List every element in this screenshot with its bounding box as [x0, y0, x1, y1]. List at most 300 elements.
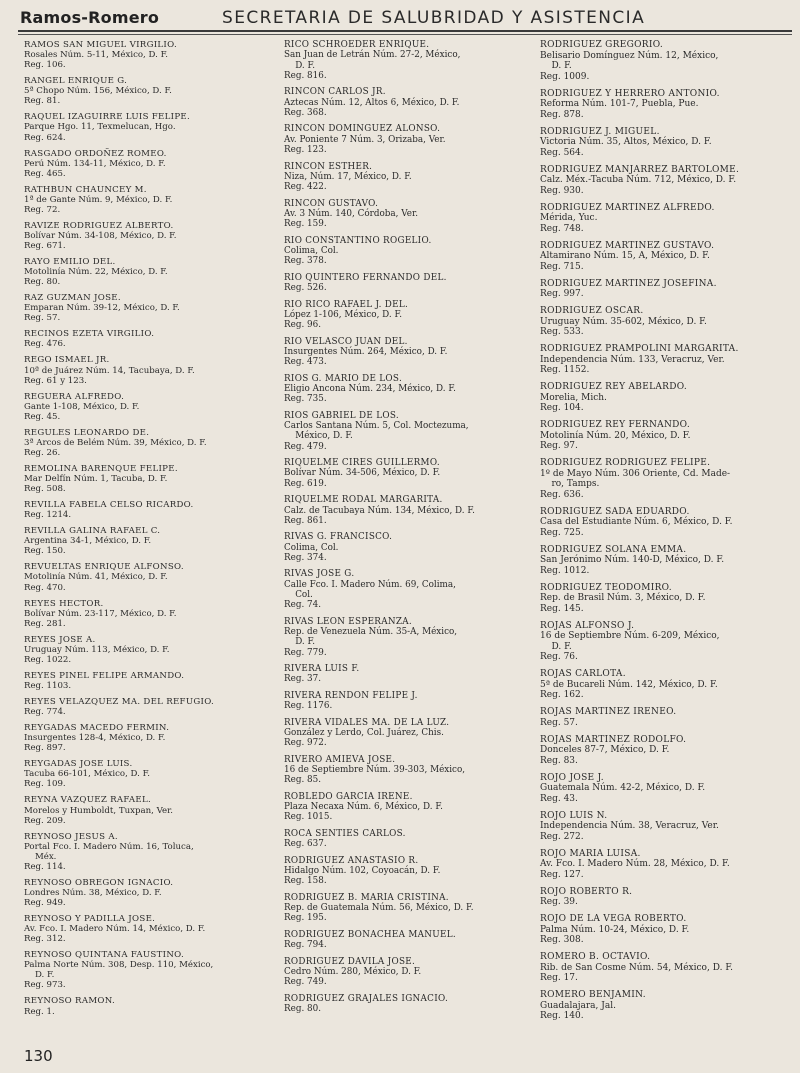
entry-address: Argentina 34-1, México, D. F.: [24, 536, 152, 547]
directory-entry: [284, 236, 534, 267]
entry-name: REYNOSO JESUS A.: [24, 831, 118, 842]
entry-registration: Reg. 57.: [24, 313, 61, 324]
entry-registration: Reg. 1012.: [540, 565, 590, 576]
entry-registration: Reg. 973.: [24, 980, 66, 991]
entry-name: ROMERO B. OCTAVIO.: [540, 952, 651, 962]
directory-entry: [284, 40, 534, 81]
entry-name: ROJO MARIA LUISA.: [540, 848, 641, 859]
entry-registration: Reg. 312.: [24, 934, 66, 945]
entry-registration: Reg. 476.: [24, 339, 66, 350]
directory-entry: [540, 241, 798, 273]
directory-entry: [24, 723, 276, 753]
entry-name: RIVERA LUIS F.: [284, 664, 360, 675]
entry-name: RODRIGUEZ DAVILA JOSE.: [284, 956, 416, 967]
entry-name: RINCON GUSTAVO.: [284, 198, 379, 209]
entry-address: Bolívar Núm. 34-506, México, D. F.: [284, 468, 441, 479]
directory-entry: [540, 849, 798, 881]
entry-registration: Reg. 61 y 123.: [24, 375, 87, 386]
entry-name: ROMERO BENJAMIN.: [540, 990, 646, 1000]
entry-address: Rib. de San Cosme Núm. 54, México, D. F.: [540, 962, 734, 973]
directory-entry: [540, 279, 798, 300]
entry-name: RINCON ESTHER.: [284, 161, 373, 172]
directory-entry: [24, 464, 276, 494]
entry-name: RICO SCHROEDER ENRIQUE.: [284, 40, 430, 50]
directory-entry: [284, 829, 534, 850]
entry-registration: Reg. 774.: [24, 707, 66, 718]
entry-address: Uruguay Núm. 113, México, D. F.: [24, 644, 170, 655]
entry-address: González y Lerdo, Col. Juárez, Chis.: [284, 728, 444, 738]
directory-entry: [284, 691, 534, 712]
directory-entry: [24, 635, 276, 665]
entry-name: RIVAS LEON ESPERANZA.: [284, 616, 413, 627]
directory-entry: [540, 127, 798, 159]
entry-name: ROJO LUIS N.: [540, 810, 608, 821]
entry-name: RIVERO AMIEVA JOSE.: [284, 754, 396, 765]
directory-entry: [24, 428, 276, 458]
entry-address: Av. Fco. I. Madero Núm. 28, México, D. F.: [540, 859, 730, 869]
entry-name: RIO QUINTERO FERNANDO DEL.: [284, 272, 447, 283]
entry-address: Londres Núm. 38, México, D. F.: [24, 887, 162, 898]
directory-entry: [540, 344, 798, 376]
entry-address: Av. 3 Núm. 140, Córdoba, Ver.: [284, 208, 419, 219]
entry-address: San Juan de Letrán Núm. 27-2, México, D. F.: [284, 50, 461, 71]
entry-address: Independencia Núm. 133, Veracruz, Ver.: [540, 354, 725, 365]
entry-registration: Reg. 1214.: [24, 510, 72, 521]
entry-address: Colima, Col.: [284, 245, 339, 256]
entry-address: Perú Núm. 134-11, México, D. F.: [24, 158, 166, 169]
directory-entry: [24, 293, 276, 323]
entry-address: 1ª de Gante Núm. 9, México, D. F.: [24, 194, 173, 205]
entry-name: RIOS G. MARIO DE LOS.: [284, 373, 403, 384]
entry-name: ROJAS MARTINEZ RODOLFO.: [540, 734, 687, 745]
entry-registration: Reg. 930.: [540, 185, 584, 196]
entry-registration: Reg. 624.: [24, 132, 66, 143]
directory-entry: [284, 893, 534, 924]
entry-registration: Reg. 162.: [540, 690, 584, 700]
entry-name: REYNOSO QUINTANA FAUSTINO.: [24, 950, 185, 961]
entry-name: REMOLINA BARENQUE FELIPE.: [24, 463, 178, 474]
entry-registration: Reg. 72.: [24, 204, 61, 215]
entry-registration: Reg. 145.: [540, 603, 584, 614]
directory-entry: [540, 306, 798, 338]
entry-registration: Reg. 465.: [24, 168, 66, 179]
entry-name: RANGEL ENRIQUE G.: [24, 76, 128, 87]
entry-address: Gante 1-108, México, D. F.: [24, 401, 140, 412]
entry-address: Rep. de Venezuela Núm. 35-A, México, D. F.: [284, 627, 458, 648]
directory-entry: [24, 832, 276, 872]
entry-address: Calz. de Tacubaya Núm. 134, México, D. F.: [284, 505, 475, 516]
entry-name: ROCA SENTIES CARLOS.: [284, 828, 406, 839]
directory-entry: [284, 87, 534, 118]
entry-name: RODRIGUEZ OSCAR.: [540, 306, 644, 316]
entry-registration: Reg. 83.: [540, 755, 578, 766]
entry-registration: Reg. 619.: [284, 478, 327, 489]
column-3: [540, 40, 798, 1028]
entry-registration: Reg. 74.: [284, 600, 322, 611]
entry-registration: Reg. 533.: [540, 327, 584, 337]
entry-name: ROJAS MARTINEZ IRENEO.: [540, 707, 677, 717]
entry-registration: Reg. 127.: [540, 869, 584, 880]
entry-registration: Reg. 861.: [284, 515, 327, 526]
entry-registration: Reg. 1176.: [284, 701, 333, 712]
entry-address: Insurgentes Núm. 264, México, D. F.: [284, 346, 448, 357]
entry-registration: Reg. 80.: [24, 277, 61, 288]
entry-address: Eligio Ancona Núm. 234, México, D. F.: [284, 384, 456, 394]
entry-registration: Reg. 195.: [284, 913, 327, 924]
directory-entry: [284, 337, 534, 368]
directory-entry: [284, 930, 534, 951]
entry-name: REYES PINEL FELIPE ARMANDO.: [24, 670, 185, 681]
directory-entry: [24, 355, 276, 385]
directory-entry: [284, 957, 534, 988]
page-number: 130: [24, 1047, 53, 1065]
entry-name: REGO ISMAEL JR.: [24, 355, 110, 366]
directory-entry: [540, 707, 798, 728]
entry-name: REYES JOSE A.: [24, 634, 96, 645]
entry-address: Niza, Núm. 17, México, D. F.: [284, 171, 412, 182]
entry-name: RIOS GABRIEL DE LOS.: [284, 410, 399, 421]
directory-entry: [540, 583, 798, 615]
entry-name: REGUERA ALFREDO.: [24, 391, 125, 402]
entry-address: Carlos Santana Núm. 5, Col. Moctezuma, México, D. F.: [284, 421, 469, 442]
entry-name: ROJO DE LA VEGA ROBERTO.: [540, 914, 687, 924]
entry-registration: Reg. 43.: [540, 793, 578, 804]
entry-registration: Reg. 85.: [284, 775, 322, 786]
directory-entry: [24, 996, 276, 1016]
entry-registration: Reg. 470.: [24, 582, 66, 593]
entry-registration: Reg. 779.: [284, 647, 327, 658]
directory-entry: [284, 569, 534, 610]
entry-registration: Reg. 378.: [284, 256, 327, 267]
directory-entry: [540, 990, 798, 1022]
entry-name: REVILLA GALINA RAFAEL C.: [24, 526, 161, 537]
page-title: SECRETARIA DE SALUBRIDAD Y ASISTENCIA: [222, 8, 646, 28]
entry-name: ROJO ROBERTO R.: [540, 886, 633, 897]
entry-address: Motolinía Núm. 22, México, D. F.: [24, 267, 168, 278]
entry-registration: Reg. 671.: [24, 241, 66, 252]
entry-address: Tacuba 66-101, México, D. F.: [24, 769, 150, 780]
entry-address: 16 de Septiembre Núm. 6-209, México, D. F.: [540, 631, 720, 652]
entry-registration: Reg. 1152.: [540, 365, 590, 375]
directory-entry: [540, 89, 798, 121]
directory-entry: [284, 411, 534, 452]
entry-registration: Reg. 508.: [24, 484, 66, 495]
directory-entry: [24, 671, 276, 691]
directory-entry: [24, 562, 276, 592]
entry-address: Mérida, Yuc.: [540, 213, 598, 223]
entry-name: RATHBUN CHAUNCEY M.: [24, 184, 147, 195]
directory-entry: [24, 950, 276, 990]
directory-entry: [24, 149, 276, 179]
entry-name: RAMOS SAN MIGUEL VIRGILIO.: [24, 40, 178, 50]
directory-entry: [284, 856, 534, 887]
entry-address: 5ª de Bucareli Núm. 142, México, D. F.: [540, 679, 718, 690]
entry-registration: Reg. 374.: [284, 552, 327, 563]
entry-name: REYNOSO Y PADILLA JOSE.: [24, 914, 156, 925]
entry-registration: Reg. 972.: [284, 738, 327, 749]
entry-name: RASGADO ORDOÑEZ ROMEO.: [24, 148, 167, 159]
entry-registration: Reg. 422.: [284, 182, 327, 193]
entry-registration: Reg. 39.: [540, 897, 578, 907]
entry-registration: Reg. 159.: [284, 219, 327, 230]
directory-entry: [284, 374, 534, 405]
entry-name: REYNA VAZQUEZ RAFAEL.: [24, 795, 152, 806]
entry-name: RODRIGUEZ TEODOMIRO.: [540, 582, 672, 593]
entry-registration: Reg. 80.: [284, 1004, 322, 1015]
entry-address: Mar Delfín Núm. 1, Tacuba, D. F.: [24, 474, 168, 485]
entry-address: San Jerónimo Núm. 140-D, México, D. F.: [540, 555, 725, 565]
entry-address: Rosales Núm. 5-11, México, D. F.: [24, 50, 168, 61]
entry-address: Bolívar Núm. 34-108, México, D. F.: [24, 230, 177, 241]
entry-address: Hidalgo Núm. 102, Coyoacán, D. F.: [284, 866, 441, 877]
entry-address: 3ª Arcos de Belém Núm. 39, México, D. F.: [24, 437, 207, 448]
entry-address: Independencia Núm. 38, Veracruz, Ver.: [540, 821, 719, 831]
entry-name: RODRIGUEZ PRAMPOLINI MARGARITA.: [540, 344, 739, 354]
entry-name: RIVAS G. FRANCISCO.: [284, 532, 393, 543]
entry-address: Victoria Núm. 35, Altos, México, D. F.: [540, 137, 712, 147]
entry-name: RODRIGUEZ ANASTASIO R.: [284, 855, 419, 866]
entry-name: RODRIGUEZ SADA EDUARDO.: [540, 506, 690, 517]
entry-address: 5ª Chopo Núm. 156, México, D. F.: [24, 86, 172, 97]
entry-registration: Reg. 37.: [284, 674, 322, 685]
entry-name: REGULES LEONARDO DE.: [24, 427, 150, 438]
directory-entry: [540, 545, 798, 577]
entry-name: RECINOS EZETA VIRGILIO.: [24, 329, 155, 340]
entry-registration: Reg. 949.: [24, 898, 66, 909]
entry-registration: Reg. 140.: [540, 1011, 584, 1021]
directory-entry: [284, 664, 534, 685]
entry-name: RODRIGUEZ J. MIGUEL.: [540, 126, 660, 137]
entry-address: Reforma Núm. 101-7, Puebla, Pue.: [540, 99, 699, 109]
entry-address: 10ª de Juárez Núm. 14, Tacubaya, D. F.: [24, 365, 195, 376]
entry-registration: Reg. 114.: [24, 861, 66, 872]
page-header: [0, 0, 800, 34]
entry-name: RIQUELME RODAL MARGARITA.: [284, 495, 443, 506]
entry-address: Altamirano Núm. 15, A, México, D. F.: [540, 251, 710, 261]
entry-registration: Reg. 368.: [284, 107, 327, 118]
entry-name: REVILLA FABELA CELSO RICARDO.: [24, 500, 194, 511]
entry-address: Av. Poniente 7 Núm. 3, Orizaba, Ver.: [284, 134, 446, 145]
entry-name: RODRIGUEZ SOLANA EMMA.: [540, 544, 687, 555]
entry-address: Belisario Domínguez Núm. 12, México, D. F.: [540, 50, 719, 71]
directory-entry: [540, 203, 798, 235]
entry-name: RIO VELASCO JUAN DEL.: [284, 336, 408, 347]
directory-entry: [540, 40, 798, 82]
column-2: [284, 40, 534, 1021]
entry-registration: Reg. 715.: [540, 261, 584, 272]
entry-registration: Reg. 26.: [24, 447, 61, 458]
entry-name: RAVIZE RODRIGUEZ ALBERTO.: [24, 220, 174, 231]
entry-name: ROJAS ALFONSO J.: [540, 620, 635, 631]
entry-name: ROJO JOSE J.: [540, 772, 604, 783]
entry-registration: Reg. 96.: [284, 320, 322, 331]
entry-name: RIQUELME CIRES GUILLERMO.: [284, 458, 440, 469]
entry-name: REYNOSO RAMON.: [24, 996, 116, 1007]
entry-registration: Reg. 272.: [540, 831, 584, 842]
entry-address: Bolívar Núm. 23-117, México, D. F.: [24, 608, 177, 619]
entry-name: REYNOSO OBREGON IGNACIO.: [24, 877, 174, 888]
entry-name: RODRIGUEZ REY ABELARDO.: [540, 382, 688, 392]
column-1: [24, 40, 276, 1023]
directory-entry: [24, 697, 276, 717]
entry-registration: Reg. 281.: [24, 618, 66, 629]
entry-name: RODRIGUEZ Y HERRERO ANTONIO.: [540, 88, 720, 99]
directory-entry: [24, 112, 276, 142]
directory-entry: [540, 669, 798, 701]
entry-address: Motolinía Núm. 20, México, D. F.: [540, 430, 691, 441]
entry-address: Av. Fco. I. Madero Núm. 14, México, D. F.: [24, 924, 206, 935]
entry-name: RINCON DOMINGUEZ ALONSO.: [284, 124, 441, 135]
directory-entry: [540, 773, 798, 805]
entry-name: RODRIGUEZ RODRIGUEZ FELIPE.: [540, 458, 711, 468]
entry-address: Plaza Necaxa Núm. 6, México, D. F.: [284, 802, 443, 813]
entry-registration: Reg. 816.: [284, 70, 327, 81]
entry-name: REYES VELAZQUEZ MA. DEL REFUGIO.: [24, 696, 215, 707]
entry-registration: Reg. 564.: [540, 147, 584, 158]
entry-address: Cedro Núm. 280, México, D. F.: [284, 966, 422, 977]
entry-address: Insurgentes 128-4, México, D. F.: [24, 733, 166, 744]
entry-registration: Reg. 81.: [24, 96, 61, 107]
entry-registration: Reg. 897.: [24, 743, 66, 754]
entry-address: Motolinía Núm. 41, México, D. F.: [24, 572, 168, 583]
directory-entry: [24, 257, 276, 287]
directory-entry: [284, 755, 534, 786]
entry-address: Calz. Méx.-Tacuba Núm. 712, México, D. F.: [540, 175, 737, 185]
directory-entry: [540, 952, 798, 984]
entry-name: RIVAS JOSE G.: [284, 569, 355, 580]
entry-name: RODRIGUEZ MARTINEZ ALFREDO.: [540, 202, 715, 213]
entry-registration: Reg. 725.: [540, 527, 584, 538]
directory-entry: [540, 165, 798, 197]
directory-entry: [540, 382, 798, 414]
directory-entry: [24, 759, 276, 789]
entry-registration: Reg. 158.: [284, 876, 327, 887]
entry-registration: Reg. 57.: [540, 717, 578, 728]
directory-entry: [540, 621, 798, 663]
directory-entry: [24, 185, 276, 215]
entry-address: 16 de Septiembre Núm. 39-303, México,: [284, 765, 466, 776]
directory-entry: [284, 199, 534, 230]
entry-registration: Reg. 109.: [24, 779, 66, 790]
entry-registration: Reg. 45.: [24, 411, 61, 422]
directory-entry: [284, 617, 534, 658]
entry-name: RIVERA RENDON FELIPE J.: [284, 690, 418, 701]
entry-registration: Reg. 526.: [284, 283, 327, 294]
directory-entry: [540, 735, 798, 767]
header-rule-thin: [18, 34, 792, 35]
entry-address: Guatemala Núm. 42-2, México, D. F.: [540, 783, 706, 793]
entry-registration: Reg. 1022.: [24, 654, 72, 665]
directory-entry: [284, 124, 534, 155]
directory-entry: [24, 40, 276, 70]
entry-registration: Reg. 878.: [540, 109, 584, 120]
entry-registration: Reg. 17.: [540, 973, 578, 983]
directory-entry: [24, 329, 276, 349]
directory-entry: [284, 273, 534, 294]
directory-entry: [284, 994, 534, 1015]
directory-entry: [540, 507, 798, 539]
entry-name: RINCON CARLOS JR.: [284, 87, 386, 98]
entry-registration: Reg. 308.: [540, 935, 584, 945]
entry-registration: Reg. 637.: [284, 839, 327, 850]
entry-name: RAYO EMILIO DEL.: [24, 257, 116, 268]
entry-registration: Reg. 997.: [540, 289, 584, 299]
directory-entry: [540, 458, 798, 500]
entry-registration: Reg. 479.: [284, 441, 327, 452]
entry-address: Calle Fco. I. Madero Núm. 69, Colima, Col.: [284, 579, 456, 600]
entry-address: Donceles 87-7, México, D. F.: [540, 745, 670, 755]
entry-registration: Reg. 636.: [540, 489, 584, 500]
directory-entry: [24, 500, 276, 520]
directory-entry: [24, 878, 276, 908]
entry-name: RAZ GUZMAN JOSE.: [24, 293, 121, 304]
entry-registration: Reg. 76.: [540, 652, 578, 662]
directory-entry: [24, 526, 276, 556]
entry-address: Aztecas Núm. 12, Altos 6, México, D. F.: [284, 97, 460, 108]
entry-name: RODRIGUEZ MANJARREZ BARTOLOME.: [540, 164, 740, 175]
entry-name: RIVERA VIDALES MA. DE LA LUZ.: [284, 717, 450, 728]
entry-registration: Reg. 97.: [540, 441, 578, 451]
directory-entry: [284, 792, 534, 823]
entry-registration: Reg. 104.: [540, 403, 584, 413]
entry-name: REVUELTAS ENRIQUE ALFONSO.: [24, 562, 184, 573]
entry-address: Palma Núm. 10-24, México, D. F.: [540, 924, 690, 935]
entry-address: 1º de Mayo Núm. 306 Oriente, Cd. Made- ro, Tamps.: [540, 468, 731, 489]
entry-name: RODRIGUEZ B. MARIA CRISTINA.: [284, 892, 449, 903]
entry-registration: Reg. 794.: [284, 940, 327, 951]
entry-registration: Reg. 106.: [24, 60, 66, 71]
directory-entry: [24, 392, 276, 422]
directory-entry: [284, 495, 534, 526]
entry-name: REYGADAS JOSE LUIS.: [24, 759, 133, 770]
entry-address: Morelia, Mich.: [540, 392, 607, 403]
entry-name: ROJAS CARLOTA.: [540, 669, 626, 679]
directory-entry: [540, 887, 798, 908]
entry-registration: Reg. 1.: [24, 1006, 55, 1017]
entry-name: RIO CONSTANTINO ROGELIO.: [284, 235, 432, 246]
entry-address: Palma Norte Núm. 308, Desp. 110, México, D. F.: [24, 960, 214, 981]
directory-entry: [284, 532, 534, 563]
entry-address: López 1-106, México, D. F.: [284, 309, 403, 320]
entry-name: RAQUEL IZAGUIRRE LUIS FELIPE.: [24, 112, 191, 123]
directory-entry: [540, 914, 798, 946]
directory-entry: [24, 76, 276, 106]
directory-entry: [284, 162, 534, 193]
directory-entry: [24, 221, 276, 251]
entry-name: RODRIGUEZ GREGORIO.: [540, 40, 664, 50]
entry-registration: Reg. 1103.: [24, 681, 72, 691]
entry-registration: Reg. 473.: [284, 357, 327, 368]
entry-registration: Reg. 1015.: [284, 812, 333, 823]
entry-registration: Reg. 735.: [284, 394, 327, 405]
entry-address: Portal Fco. I. Madero Núm. 16, Toluca, Méx.: [24, 841, 194, 862]
entry-address: Parque Hgo. 11, Texmelucan, Hgo.: [24, 122, 176, 133]
entry-name: RIO RICO RAFAEL J. DEL.: [284, 299, 409, 310]
entry-registration: Reg. 123.: [284, 145, 327, 156]
entry-address: Morelos y Humboldt, Tuxpan, Ver.: [24, 805, 173, 816]
entry-address: Guadalajara, Jal.: [540, 1000, 616, 1011]
entry-registration: Reg. 748.: [540, 223, 584, 234]
entry-registration: Reg. 749.: [284, 977, 327, 988]
entry-name: RODRIGUEZ REY FERNANDO.: [540, 420, 690, 430]
entry-name: RODRIGUEZ MARTINEZ GUSTAVO.: [540, 240, 715, 251]
entry-name: RODRIGUEZ GRAJALES IGNACIO.: [284, 993, 449, 1004]
entry-registration: Reg. 1009.: [540, 71, 590, 82]
entry-registration: Reg. 150.: [24, 546, 66, 557]
entry-name: RODRIGUEZ MARTINEZ JOSEFINA.: [540, 278, 717, 289]
section-tab: Ramos-Romero: [20, 8, 160, 27]
entry-address: Rep. de Brasil Núm. 3, México, D. F.: [540, 593, 706, 603]
